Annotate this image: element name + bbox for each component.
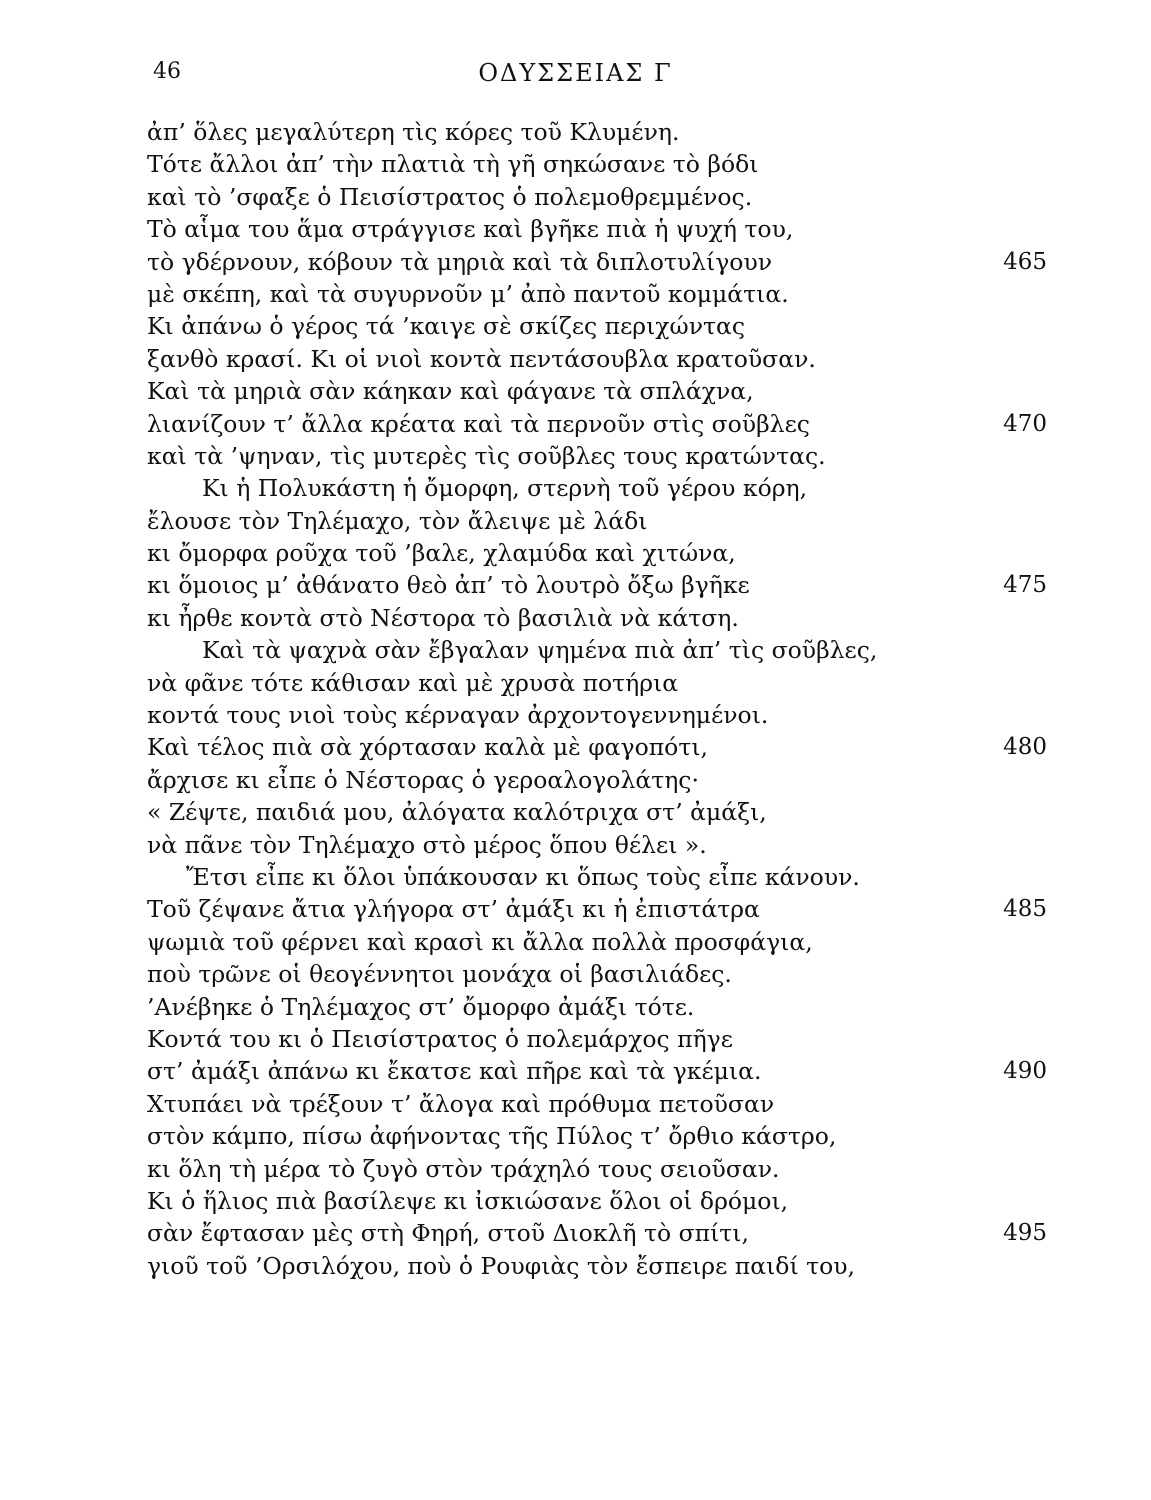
- verse-text: λιανίζουν τ’ ἄλλα κρέατα καὶ τὰ περνοῦν στὶς σοῦβλες: [147, 409, 810, 438]
- verse-text: ψωμιὰ τοῦ φέρνει καὶ κρασὶ κι ἄλλα πολλὰ προσφάγια,: [147, 927, 813, 956]
- verse-line: [0, 1088, 1151, 1120]
- verse-text: Καὶ τὰ μηριὰ σὰν κάηκαν καὶ φάγανε τὰ σπλάχνα,: [147, 377, 754, 406]
- line-number: 480: [1003, 734, 1047, 761]
- verse-text: καὶ τὰ ’ψηναν, τὶς μυτερὲς τὶς σοῦβλες τους κρατώντας.: [147, 441, 826, 470]
- verse-text: Τὸ αἷμα του ἅμα στράγγισε καὶ βγῆκε πιὰ ἡ ψυχή του,: [147, 215, 794, 244]
- verse-line: [0, 148, 1151, 180]
- verse-line: [0, 213, 1151, 245]
- verse-line: [0, 375, 1151, 407]
- verse-line: [0, 1023, 1151, 1055]
- verse-line: [0, 667, 1151, 699]
- verse-line: [0, 602, 1151, 634]
- verse-line: [0, 569, 1151, 601]
- verse-text: ’Ανέβηκε ὁ Τηλέμαχος στ’ ὄμορφο ἀμάξι τότε.: [147, 992, 695, 1021]
- verse-text: στ’ ἀμάξι ἀπάνω κι ἔκατσε καὶ πῆρε καὶ τὰ γκέμια.: [147, 1057, 762, 1086]
- verse-text: στὸν κάμπο, πίσω ἀφήνοντας τῆς Πύλος τ’ ὄρθιο κάστρο,: [147, 1122, 837, 1151]
- verse-line: [0, 1153, 1151, 1185]
- verse-text: κι ἦρθε κοντὰ στὸ Νέστορα τὸ βασιλιὰ νὰ κάτση.: [147, 603, 739, 632]
- verse-text: κοντά τους νιοὶ τοὺς κέρναγαν ἀρχοντογεννημένοι.: [147, 701, 769, 730]
- verse-text: κι ὅλη τὴ μέρα τὸ ζυγὸ στὸν τράχηλό τους σειοῦσαν.: [147, 1154, 780, 1183]
- verse-line: [0, 861, 1151, 893]
- verse-text: Τότε ἄλλοι ἀπ’ τὴν πλατιὰ τὴ γῆ σηκώσανε τὸ βόδι: [147, 150, 759, 179]
- verse-line: [0, 731, 1151, 763]
- verse-line: [0, 343, 1151, 375]
- verse-text: Κι ἡ Πολυκάστη ἡ ὄμορφη, στερνὴ τοῦ γέρου κόρη,: [202, 474, 808, 503]
- verse-text: σὰν ἔφτασαν μὲς στὴ Φηρή, στοῦ Διοκλῆ τὸ σπίτι,: [147, 1219, 749, 1248]
- verse-text: Τοῦ ζέψανε ἄτια γλήγορα στ’ ἀμάξι κι ἡ ἐπιστάτρα: [147, 895, 760, 924]
- verse-line: [0, 1217, 1151, 1249]
- verse-text: Κοντά του κι ὁ Πεισίστρατος ὁ πολεμάρχος πῆγε: [147, 1024, 733, 1053]
- verse-text: κι ὄμορφα ροῦχα τοῦ ’βαλε, χλαμύδα καὶ χιτώνα,: [147, 539, 736, 568]
- line-number: 495: [1003, 1220, 1047, 1247]
- line-number: 470: [1003, 410, 1047, 437]
- verse-line: [0, 893, 1151, 925]
- verse-text: καὶ τὸ ’σφαξε ὁ Πεισίστρατος ὁ πολεμοθρεμμένος.: [147, 182, 753, 211]
- verse-text: Κι ἀπάνω ὁ γέρος τά ’καιγε σὲ σκίζες περιχώντας: [147, 312, 746, 341]
- verse-text: Κι ὁ ἥλιος πιὰ βασίλεψε κι ἰσκιώσανε ὅλοι οἱ δρόμοι,: [147, 1186, 789, 1215]
- verse-line: [0, 116, 1151, 148]
- verse-line: [0, 796, 1151, 828]
- verse-text: ξανθὸ κρασί. Κι οἱ νιοὶ κοντὰ πεντάσουβλα κρατοῦσαν.: [147, 344, 816, 373]
- verse-text: Ἔτσι εἶπε κι ὅλοι ὑπάκουσαν κι ὅπως τοὺς εἶπε κάνουν.: [186, 862, 860, 891]
- verse-text: ἄρχισε κι εἶπε ὁ Νέστορας ὁ γεροαλογολάτης·: [147, 765, 699, 794]
- verse-text: μὲ σκέπη, καὶ τὰ συγυρνοῦν μ’ ἀπὸ παντοῦ κομμάτια.: [147, 279, 789, 308]
- verse-line: [0, 1055, 1151, 1087]
- verse-text: τὸ γδέρνουν, κόβουν τὰ μηριὰ καὶ τὰ διπλοτυλίγουν: [147, 247, 773, 276]
- verse-text: νὰ πᾶνε τὸν Τηλέμαχο στὸ μέρος ὅπου θέλει ».: [147, 830, 707, 859]
- verse-line: [0, 537, 1151, 569]
- verse-text: Καὶ τὰ ψαχνὰ σὰν ἔβγαλαν ψημένα πιὰ ἀπ’ τὶς σοῦβλες,: [202, 636, 878, 665]
- verse-line: [0, 926, 1151, 958]
- verse-line: [0, 472, 1151, 504]
- verse-line: [0, 505, 1151, 537]
- verse-text: « Ζέψτε, παιδιά μου, ἀλόγατα καλότριχα στ’ ἀμάξι,: [147, 798, 767, 827]
- verse-text: ἀπ’ ὅλες μεγαλύτερη τὶς κόρες τοῦ Κλυμένη.: [147, 118, 680, 146]
- verse-line: [0, 408, 1151, 440]
- verse-line: [0, 634, 1151, 666]
- verse-line: [0, 310, 1151, 342]
- verse-line: [0, 829, 1151, 861]
- verse-text: κι ὅμοιος μ’ ἀθάνατο θεὸ ἀπ’ τὸ λουτρὸ ὄξω βγῆκε: [147, 571, 750, 600]
- verse-line: [0, 246, 1151, 278]
- verse-line: [0, 699, 1151, 731]
- line-number: 490: [1003, 1058, 1047, 1085]
- verse-text: ποὺ τρῶνε οἱ θεογέννητοι μονάχα οἱ βασιλιάδες.: [147, 960, 732, 989]
- verse-line: [0, 181, 1151, 213]
- verse-line: [0, 764, 1151, 796]
- line-number: 475: [1003, 572, 1047, 599]
- verse-line: [0, 958, 1151, 990]
- verse-line: [0, 991, 1151, 1023]
- verse-line: [0, 278, 1151, 310]
- verse-text: Χτυπάει νὰ τρέξουν τ’ ἄλογα καὶ πρόθυμα πετοῦσαν: [147, 1089, 775, 1118]
- verse-line: [0, 1185, 1151, 1217]
- line-number: 485: [1003, 896, 1047, 923]
- verse-text: ἔλουσε τὸν Τηλέμαχο, τὸν ἄλειψε μὲ λάδι: [147, 506, 648, 535]
- verse-block: [0, 116, 1151, 1282]
- verse-line: [0, 1250, 1151, 1282]
- page-number: 46: [153, 59, 181, 84]
- verse-text: Καὶ τέλος πιὰ σὰ χόρτασαν καλὰ μὲ φαγοπότι,: [147, 733, 709, 762]
- verse-line: [0, 440, 1151, 472]
- verse-line: [0, 1120, 1151, 1152]
- verse-text: νὰ φᾶνε τότε κάθισαν καὶ μὲ χρυσὰ ποτήρια: [147, 668, 679, 697]
- line-number: 465: [1003, 248, 1047, 275]
- verse-text: γιοῦ τοῦ ’Ορσιλόχου, ποὺ ὁ Ρουφιὰς τὸν ἔσπειρε παιδί του,: [147, 1251, 856, 1280]
- running-head: ΟΔΥΣΣΕΙΑΣ Γ: [478, 59, 673, 87]
